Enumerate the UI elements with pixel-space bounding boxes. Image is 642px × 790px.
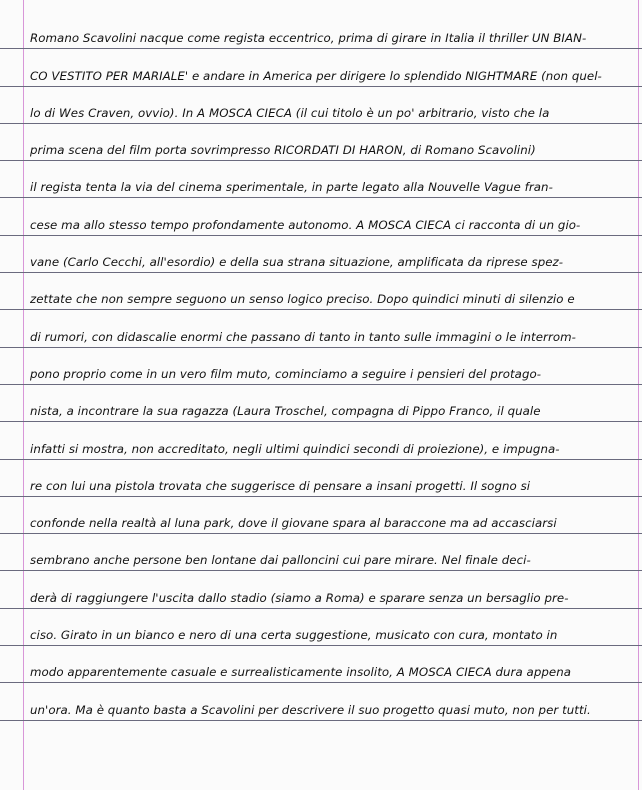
text-line [0,683,642,720]
text-line [0,124,642,161]
text-line [0,646,642,683]
line-text: derà di raggiungere l'uscita dallo stadio (siamo a Roma) e sparare senza un bersaglio pre- [30,590,569,605]
line-text: cese ma allo stesso tempo profondamente autonomo. A MOSCA CIECA ci racconta di un gio- [30,217,581,232]
text-line [0,422,642,459]
text-line [0,161,642,198]
line-text: lo di Wes Craven, ovvio). In A MOSCA CIECA (il cui titolo è un po' arbitrario, visto che la [30,105,550,120]
text-line [0,198,642,235]
line-text: zettate che non sempre seguono un senso logico preciso. Dopo quindici minuti di silenzio e [30,292,575,307]
line-text: un'ora. Ma è quanto basta a Scavolini per descrivere il suo progetto quasi muto, non per tutti. [30,702,591,717]
text-line [0,609,642,646]
line-text: sembrano anche persone ben lontane dai palloncini cui pare mirare. Nel finale deci- [30,553,531,568]
handwritten-text [0,12,642,721]
text-line [0,497,642,534]
line-text: ciso. Girato in un bianco e nero di una certa suggestione, musicato con cura, montato in [30,628,558,643]
text-line [0,460,642,497]
line-text: il regista tenta la via del cinema sperimentale, in parte legato alla Nouvelle Vague fran- [30,180,553,195]
line-text: re con lui una pistola trovata che suggerisce di pensare a insani progetti. Il sogno si [30,478,531,493]
line-text: vane (Carlo Cecchi, all'esordio) e della sua strana situazione, amplificata da riprese spez- [30,255,564,270]
text-line [0,273,642,310]
text-line [0,87,642,124]
line-text: prima scena del film porta sovrimpresso RICORDATI DI HARON, di Romano Scavolini) [30,143,536,158]
text-line [0,348,642,385]
line-text: modo apparentemente casuale e surrealisticamente insolito, A MOSCA CIECA dura appena [30,665,572,680]
text-line [0,310,642,347]
text-line [0,236,642,273]
text-line [0,534,642,571]
line-text: confonde nella realtà al luna park, dove il giovane spara al baraccone ma ad accasciarsi [30,516,557,531]
line-text: Romano Scavolini nacque come regista eccentrico, prima di girare in Italia il thriller UN BIAN- [30,31,587,46]
line-text: di rumori, con didascalie enormi che passano di tanto in tanto sulle immagini o le interrom- [30,329,576,344]
text-line [0,571,642,608]
text-line [0,12,642,49]
text-line [0,385,642,422]
line-text: nista, a incontrare la sua ragazza (Laura Troschel, compagna di Pippo Franco, il quale [30,404,541,419]
line-text: infatti si mostra, non accreditato, negli ultimi quindici secondi di proiezione), e impugna- [30,441,560,456]
line-text: CO VESTITO PER MARIALE' e andare in America per dirigere lo splendido NIGHTMARE (non quel- [30,68,602,83]
text-line [0,49,642,86]
line-text: pono proprio come in un vero film muto, cominciamo a seguire i pensieri del protago- [30,366,542,381]
